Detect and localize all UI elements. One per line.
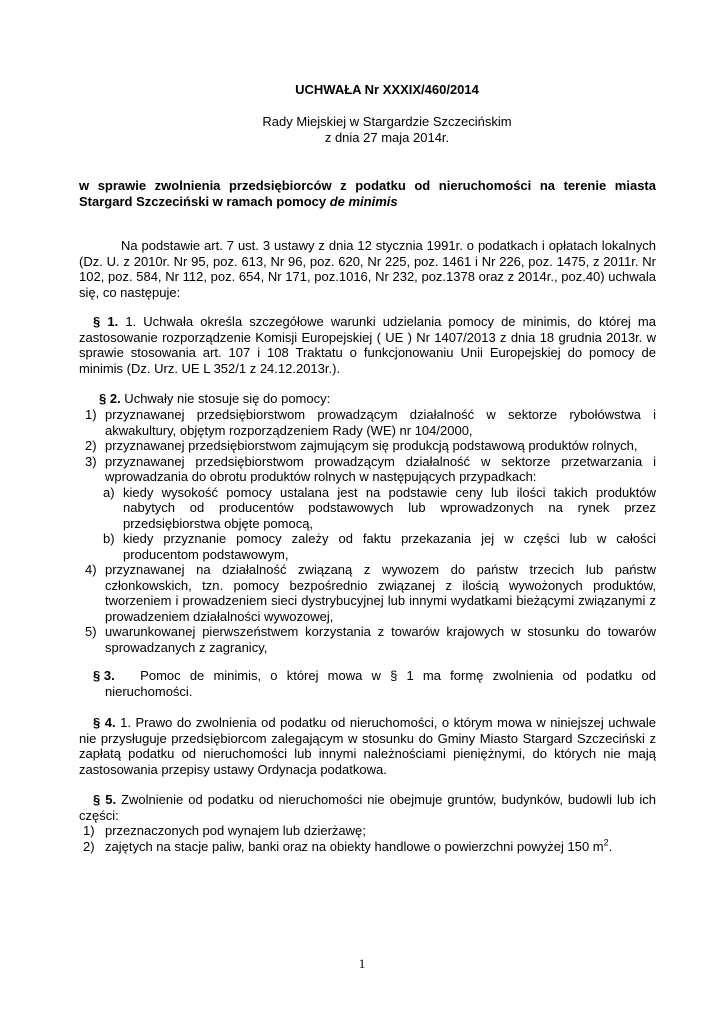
list-item-end: .: [608, 838, 613, 854]
list-item: [79, 438, 656, 454]
sub-list-item-letter: a): [103, 484, 115, 500]
date-line: z dnia 27 maja 2014r.: [324, 130, 450, 145]
sub-list-item-text: kiedy przyznanie pomocy zależy od faktu przekazania jej w części lub w całości producentom podstawowym,: [123, 531, 656, 562]
section-5-mark: § 5.: [93, 792, 117, 807]
sub-list-item-letter: b): [103, 531, 115, 546]
section-3: [79, 668, 656, 699]
section-2-mark: § 2.: [99, 391, 121, 406]
list-item-number: 2): [85, 438, 97, 453]
list-item-text: przeznaczonych pod wynajem lub dzierżawę;: [105, 823, 366, 838]
list-item-text: przyznawanej na działalność związaną z wywozem do państw trzecich lub państw członkowskich, tzn. pomocy bezpośrednio związanej z ilością wywożonych produktów, tworzeniem i prowadzeniem sieci dystrybucyjnej lub innymi wydatkami bieżącymi związanymi z prowadzeniem działalności wywozowej,: [105, 562, 656, 624]
section-5: [79, 792, 656, 823]
resolution-title: UCHWAŁA Nr XXXIX/460/2014: [295, 82, 479, 97]
list-item: [79, 624, 656, 655]
list-item-text: zajętych na stacje paliw, banki oraz na obiekty handlowe o powierzchni powyżej 150 m: [105, 838, 604, 854]
section-4-mark: § 4.: [93, 715, 116, 730]
section-5-list: [79, 823, 656, 854]
section-4-text: 1. Prawo do zwolnienia od podatku od nieruchomości, o którym mowa w niniejszej uchwale nie przysługuje przedsiębiorcom zalegającym w stosunku do Gminy Miasto Stargard Szczeciński z zapłatą podatku od nieruchomości lub innymi należnościami pieniężnymi, do których nie mają zastosowania przepisy ustawy Ordynacja podatkowa.: [79, 715, 656, 777]
subject-italic: de minimis: [329, 193, 398, 209]
list-item: [79, 823, 656, 839]
page-number: 1: [358, 956, 366, 971]
list-item-text: przyznawanej przedsiębiorstwom prowadzącym działalność w sektorze przetwarzania i wprowadzania do obrotu produktów rolnych w następujących przypadkach:: [105, 453, 656, 484]
section-3-text: Pomoc de minimis, o której mowa w § 1 ma formę zwolnienia od podatku od nieruchomości.: [105, 668, 656, 699]
section-2-text: Uchwały nie stosuje się do pomocy:: [120, 391, 331, 406]
sub-list-item: [79, 531, 656, 562]
list-item-number: 1): [83, 823, 95, 838]
section-2-intro: [79, 391, 676, 407]
list-item: [79, 407, 656, 438]
list-item: [79, 454, 656, 485]
section-1-mark: § 1.: [93, 314, 119, 329]
list-item-text: uwarunkowanej pierwszeństwem korzystania z towarów krajowych w stosunku do towarów sprowadzanych z zagranicy,: [105, 624, 656, 655]
subject-heading: [79, 178, 656, 209]
list-item-number: 2): [83, 838, 95, 854]
list-item-number: 1): [85, 407, 97, 422]
section-2-list: [79, 407, 656, 655]
section-1-text: 1. Uchwała określa szczegółowe warunki udzielania pomocy de minimis, do której ma zastosowanie rozporządzenie Komisji Europejskiej ( UE ) Nr 1407/2013 z dnia 18 grudnia 2013r. w sprawie stosowania art. 107 i 108 Traktatu o funkcjonowaniu Unii Europejskiej do pomocy de minimis (Dz. Urz. UE L 352/1 z 24.12.2013r.).: [79, 314, 656, 376]
list-item-text: przyznawanej przedsiębiorstwom prowadzącym działalność w sektorze rybołówstwa i akwakultury, objętym rozporządzeniem Rady (WE) nr 104/2000,: [105, 407, 656, 438]
list-item-number: 4): [85, 562, 97, 577]
list-item-number: 3): [85, 453, 97, 469]
issuer-line: Rady Miejskiej w Stargardzie Szczecińskim: [262, 114, 512, 129]
superscript-2: 2: [603, 837, 609, 848]
preamble: Na podstawie art. 7 ust. 3 ustawy z dnia 12 stycznia 1991r. o podatkach i opłatach lokalnych (Dz. U. z 2010r. Nr 95, poz. 613, Nr 96, poz. 620, Nr 225, poz. 1461 i Nr 226, poz. 1475, z 2011r. Nr 102, poz. 584, Nr 112, poz. 654, Nr 171, poz.1016, Nr 232, poz.1378 oraz z 2014r., poz.40) uchwala się, co następuje:: [79, 238, 656, 300]
section-5-text: Zwolnienie od podatku od nieruchomości nie obejmuje gruntów, budynków, budowli lub ich części:: [79, 792, 656, 823]
section-3-mark: § 3.: [93, 668, 115, 683]
list-item: [79, 839, 656, 855]
subject-text: w sprawie zwolnienia przedsiębiorców z podatku od nieruchomości na terenie miasta Stargard Szczeciński w ramach pomocy: [79, 178, 656, 209]
section-4: [79, 715, 656, 777]
list-item: [79, 562, 656, 624]
sub-list-item-text: kiedy wysokość pomocy ustalana jest na podstawie ceny lub ilości takich produktów nabytych od producentów podstawowych lub wprowadzonych na rynek przez przedsiębiorstwa objęte pomocą,: [123, 484, 656, 531]
list-item-text: przyznawanej przedsiębiorstwom zajmującym się produkcją podstawową produktów rolnych,: [105, 438, 638, 453]
list-item-number: 5): [85, 624, 97, 639]
sub-list-item: [79, 485, 656, 532]
section-1: [79, 314, 656, 376]
